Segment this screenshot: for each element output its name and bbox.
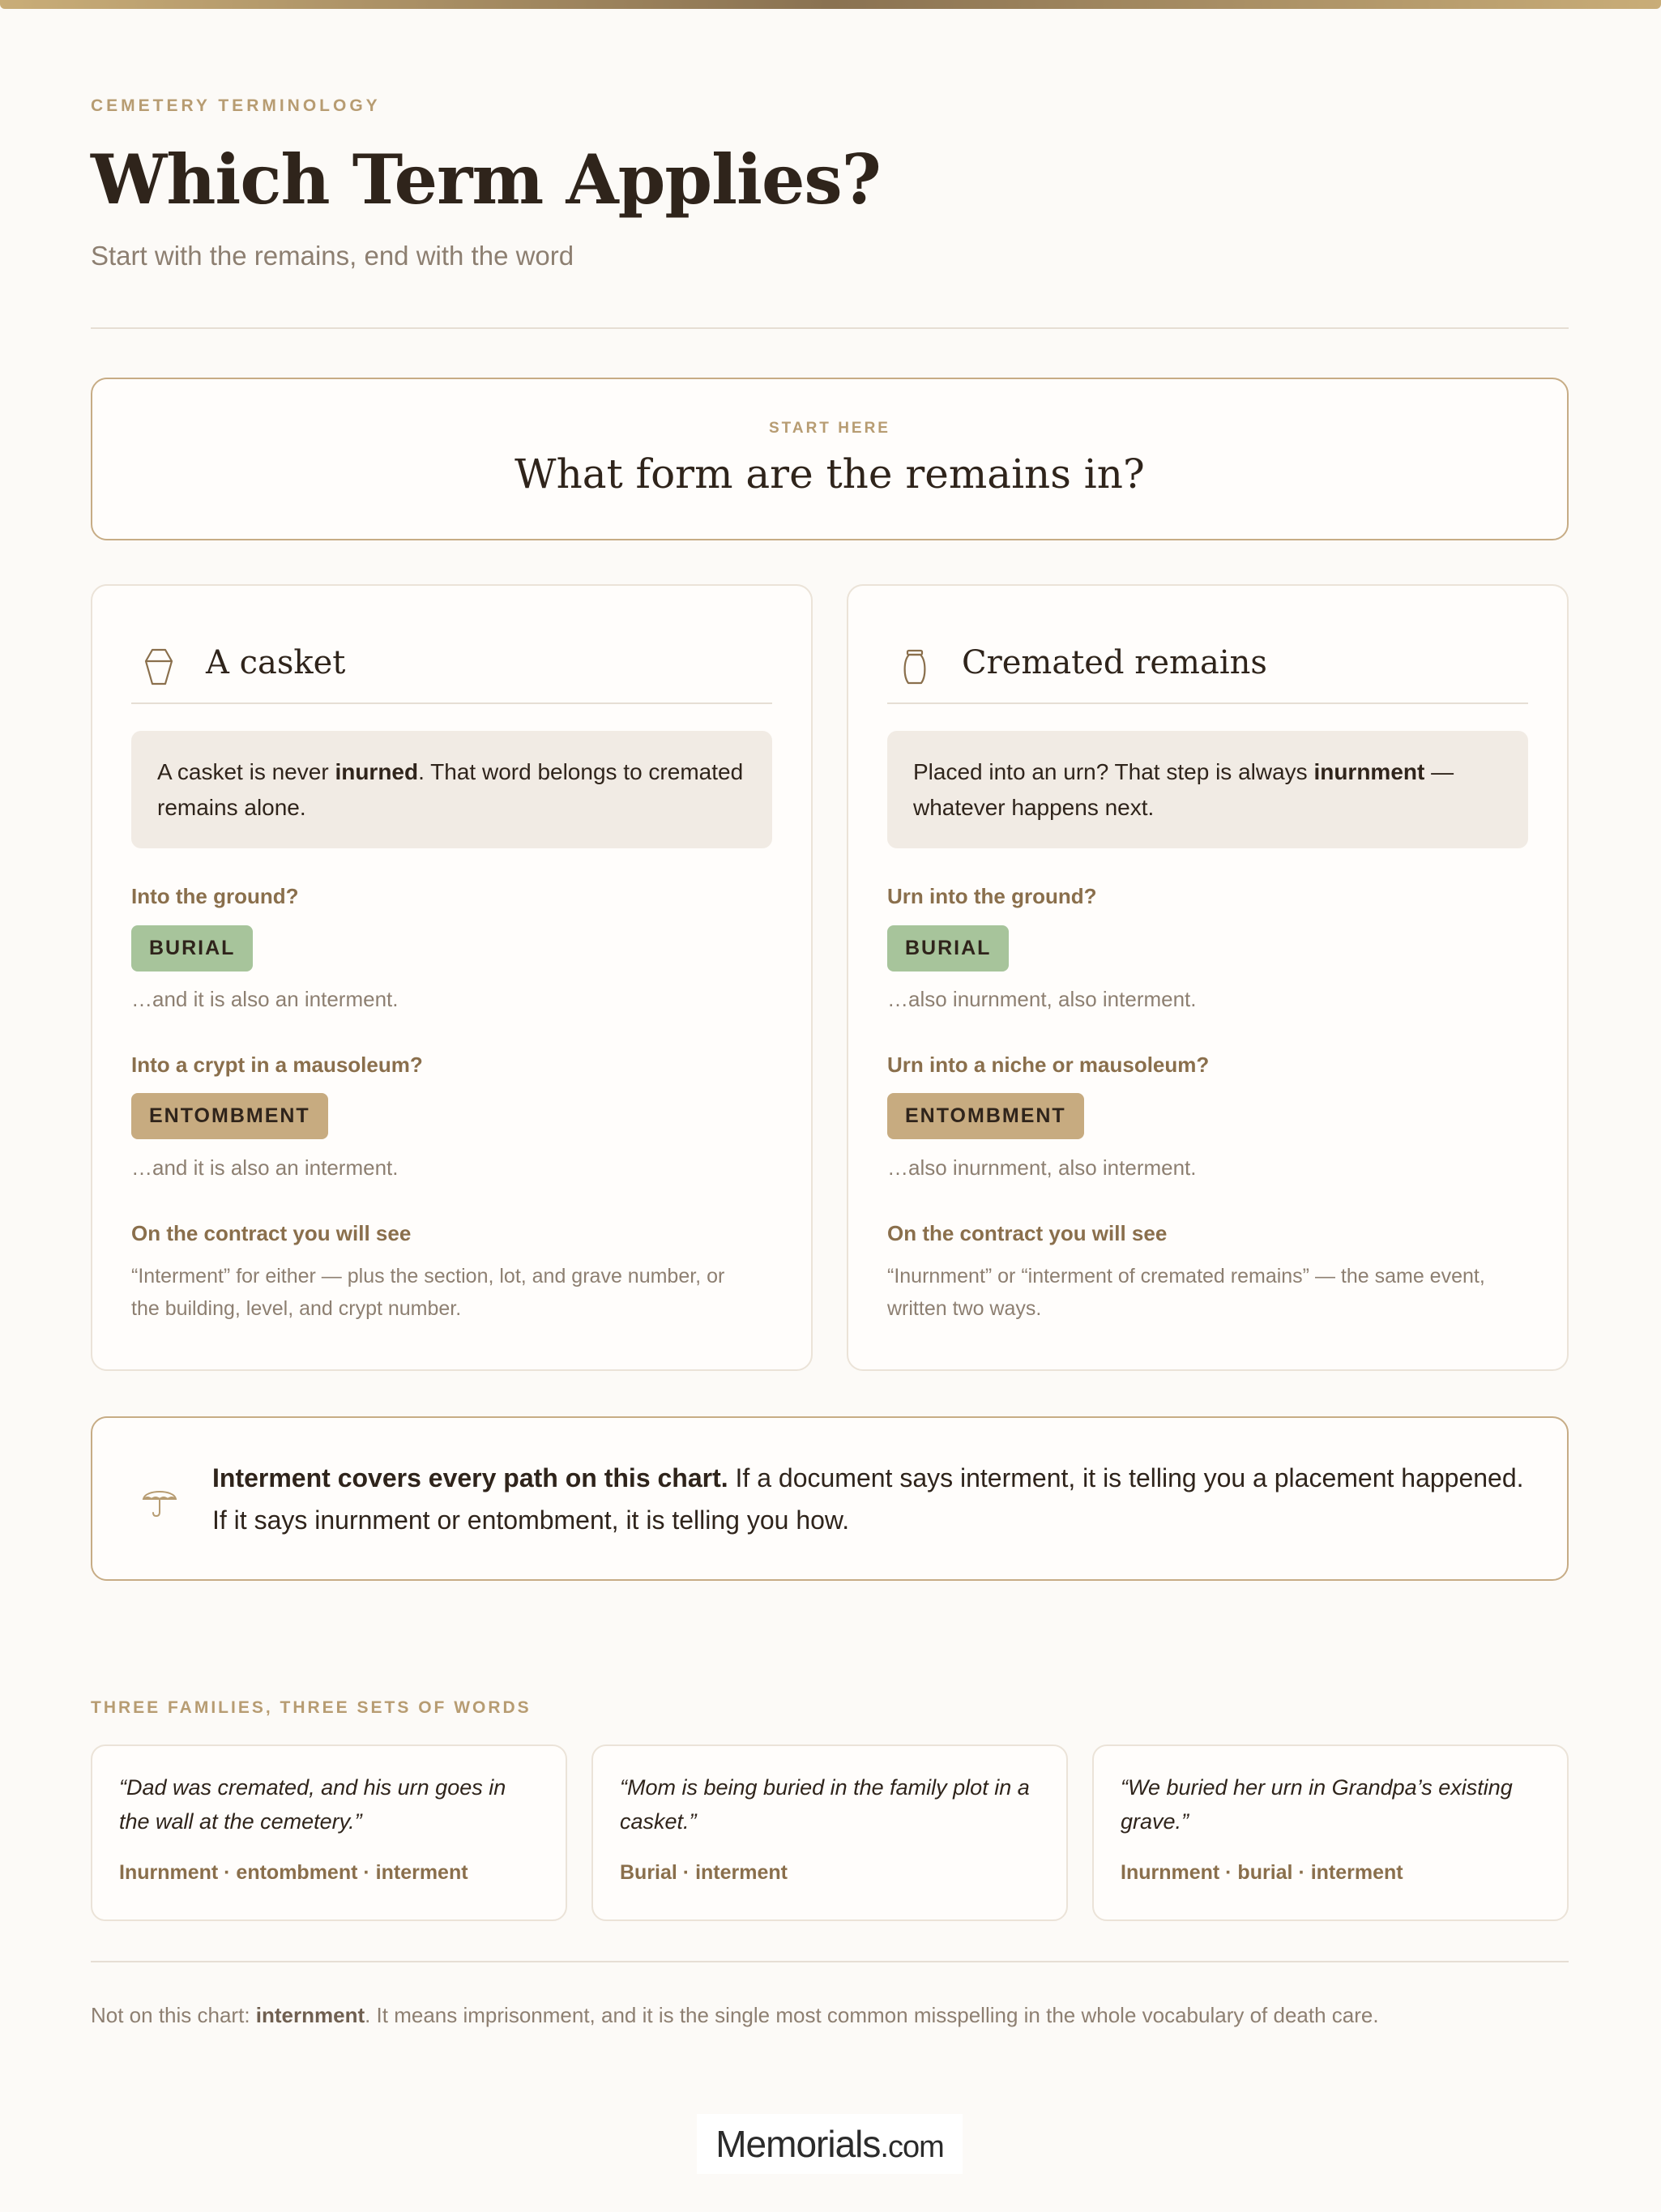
top-accent-bar (0, 0, 1661, 9)
start-label: START HERE (769, 420, 890, 437)
page-title: Which Term Applies? (91, 139, 881, 220)
contract-heading: On the contract you will see (131, 1221, 412, 1245)
card-header (131, 626, 772, 691)
entombment-note: …and it is also an interment. (131, 1155, 399, 1180)
family-quote: “We buried her urn in Grandpa’s existing grave.” (1121, 1775, 1513, 1834)
contract-text: “Inurnment” or “interment of cremated remains” — the same event, written two ways. (887, 1265, 1485, 1320)
card-divider (131, 702, 772, 704)
logo-text: Memorials.com (715, 2123, 944, 2165)
contract-heading: On the contract you will see (887, 1221, 1168, 1245)
contract-text: “Interment” for either — plus the section, lot, and grave number, or the building, level, and crypt number. (131, 1265, 725, 1320)
header-divider (91, 327, 1569, 329)
burial-tag: BURIAL (131, 925, 253, 971)
family-card (1092, 1744, 1569, 1921)
eyebrow: CEMETERY TERMINOLOGY (91, 96, 381, 115)
question-ground: Urn into the ground? (887, 884, 1097, 908)
card-divider (887, 702, 1528, 704)
family-terms: Inurnment · entombment · interment (119, 1861, 468, 1884)
cremated-note: Placed into an urn? That step is always inurnment — whatever happens next. (887, 731, 1528, 848)
family-quote: “Mom is being buried in the family plot in a casket.” (620, 1775, 1030, 1834)
start-box (91, 378, 1569, 540)
burial-note: …also inurnment, also interment. (887, 987, 1197, 1011)
question-ground: Into the ground? (131, 884, 299, 908)
question-crypt: Into a crypt in a mausoleum? (131, 1053, 423, 1077)
family-quote: “Dad was cremated, and his urn goes in the wall at the cemetery.” (119, 1775, 506, 1834)
interment-callout (91, 1416, 1569, 1581)
card-title: A casket (206, 644, 346, 681)
family-card (91, 1744, 567, 1921)
memorials-logo (697, 2114, 963, 2174)
start-question: What form are the remains in? (515, 451, 1145, 497)
burial-note: …and it is also an interment. (131, 987, 399, 1011)
cremated-card (847, 584, 1569, 1371)
family-terms: Burial · interment (620, 1861, 788, 1884)
card-header (887, 626, 1528, 691)
footer-divider (91, 1961, 1569, 1962)
entombment-tag: ENTOMBMENT (131, 1093, 328, 1139)
entombment-tag: ENTOMBMENT (887, 1093, 1084, 1139)
family-terms: Inurnment · burial · interment (1121, 1861, 1403, 1884)
question-niche: Urn into a niche or mausoleum? (887, 1053, 1210, 1077)
entombment-note: …also inurnment, also interment. (887, 1155, 1197, 1180)
casket-card (91, 584, 813, 1371)
footnote: Not on this chart: internment. It means imprisonment, and it is the single most common misspelling in the whole vocabulary of death care. (91, 2003, 1379, 2027)
families-label: THREE FAMILIES, THREE SETS OF WORDS (91, 1698, 532, 1717)
urn-icon (899, 647, 931, 690)
card-title: Cremated remains (962, 644, 1267, 681)
family-card (591, 1744, 1068, 1921)
umbrella-icon (141, 1483, 178, 1522)
callout-text: Interment covers every path on this chart. If a document says interment, it is telling you a placement happened. If it says inurnment or entombment, it is telling you how. (212, 1463, 1524, 1535)
page-subtitle: Start with the remains, end with the word (91, 241, 574, 271)
casket-note: A casket is never inurned. That word belongs to cremated remains alone. (131, 731, 772, 848)
burial-tag: BURIAL (887, 925, 1009, 971)
casket-icon (143, 647, 175, 690)
